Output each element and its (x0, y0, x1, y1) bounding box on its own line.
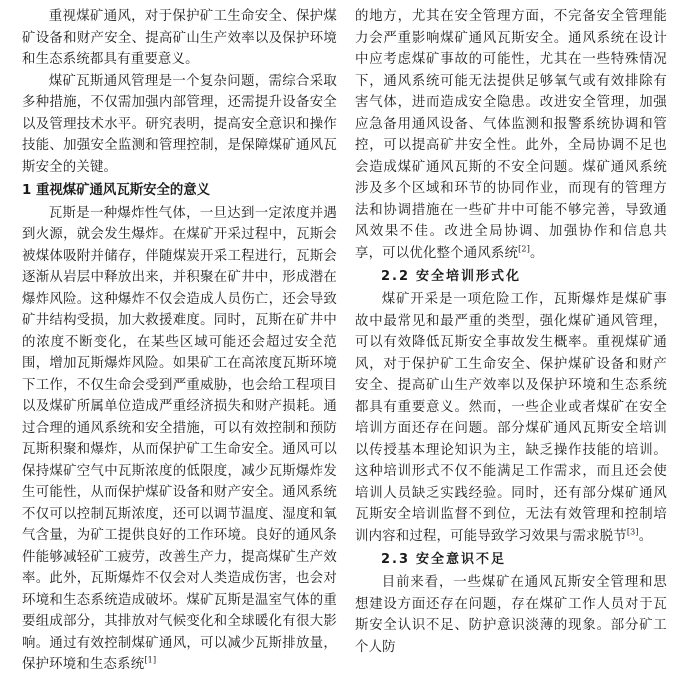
section-2-2-heading (355, 267, 667, 287)
section-2-3-heading (355, 550, 667, 570)
right-column (355, 6, 667, 658)
citation-3: [3] (626, 527, 639, 537)
left-column (22, 6, 337, 676)
section-1-heading: 1 重视煤矿通风瓦斯安全的意义 (22, 183, 211, 198)
section-2-2-paragraph (355, 289, 667, 547)
section-2-2-end: 。 (638, 528, 653, 544)
citation-2: [2] (518, 244, 531, 254)
section-1-paragraph (22, 203, 337, 676)
citation-1: [1] (144, 655, 157, 665)
section-2-3-number: 2.3 (381, 552, 411, 567)
section-1-text: 瓦斯是一种爆炸性气体，一旦达到一定浓度并遇到火源，就会发生爆炸。在煤矿开采过程中，瓦斯会被煤体吸附并储存，伴随煤炭开采工程进行，瓦斯会逐渐从岩层中释放出来，并积聚在矿井中，形成潜在爆炸风险。这种爆炸不仅会造成人员伤亡，还会导致矿井结构受损，加大救援难度。同时，瓦斯在矿井中的浓度不断变化，在某些区域可能还会超过安全范围，增加瓦斯爆炸风险。如果矿工在高浓度瓦斯环境下工作，不仅生命会受到严重威胁，也会给工程项目以及煤矿所属单位造成严重经济损失和财产损耗。通过合理的通风系统和安全措施，可以有效控制和预防瓦斯积聚和爆炸，从而保护矿工生命安全。通风可以保持煤矿空气中瓦斯浓度的低限度，减少瓦斯爆炸发生可能性，从而保护煤矿设备和财产安全。通风系统不仅可以控制瓦斯浓度，还可以调节温度、湿度和氧气含量，为矿工提供良好的工作环境。良好的通风条件能够减轻矿工疲劳，改善生产力，提高煤矿生产效率。此外，瓦斯爆炸不仅会对人类造成伤害，也会对环境和生态系统造成破坏。煤矿瓦斯是温室气体的重要组成部分，其排放对气候变化和全球暖化有很大影响。通过有效控制煤矿通风，可以减少瓦斯排放量，保护环境和生态系统 (22, 205, 337, 672)
continued-paragraph (355, 6, 667, 264)
section-2-2-text: 煤矿开采是一项危险工作，瓦斯爆炸是煤矿事故中最常见和最严重的类型，强化煤矿通风管理，可以有效降低瓦斯安全事故发生概率。重视煤矿通风，对于保护矿工生命安全、保护煤矿设备和财产安全、提高矿山生产效率以及保护环境和生态系统都具有重要意义。然而，一些企业或者煤矿在安全培训方面还存在问题。部分煤矿通风瓦斯安全培训以传授基本理论知识为主，缺乏操作技能的培训。这种培训形式不仅不能满足工作需求，而且还会使培训人员缺乏实践经验。同时，还有部分煤矿通风瓦斯安全培训监督不到位，无法有效管理和控制培训内容和过程，可能导致学习效果与需求脱节 (355, 292, 667, 544)
continued-text: 的地方，尤其在安全管理方面，不完备安全管理能力会严重影响煤矿通风瓦斯安全。通风系统在设计中应考虑煤矿事故的可能性，尤其在一些特殊情况下，通风系统可能无法提供足够氧气或有效排除有害气体，进而造成安全隐患。改进安全管理，加强应急备用通风设备、气体监测和报警系统协调和管控，可以提高矿井安全性。此外，全局协调不足也会造成煤矿通风瓦斯的不安全问题。煤矿通风系统涉及多个区域和环节的协同作业，而现有的管理方法和协调措施在一些矿井中可能不够完善，导致通风效果不佳。改进全局协调、加强协作和信息共享，可以优化整个通风系统 (355, 9, 667, 261)
section-2-2-number: 2.2 (381, 269, 411, 284)
continued-end: 。 (530, 245, 544, 261)
section-2-2-title: 安全培训形式化 (416, 269, 522, 284)
intro-paragraph-1: 重视煤矿通风，对于保护矿工生命安全、保护煤矿设备和财产安全、提高矿山生产效率以及保护环境和生态系统都具有重要意义。 (22, 9, 337, 67)
section-2-3-paragraph: 目前来看，一些煤矿在通风瓦斯安全管理和思想建设方面还存在问题，存在煤矿工作人员对于瓦斯安全认识不足、防护意识淡薄的现象。部分矿工个人防 (355, 575, 667, 655)
section-2-3-title: 安全意识不足 (416, 552, 507, 567)
intro-paragraph-2: 煤矿瓦斯通风管理是一个复杂问题，需综合采取多种措施，不仅需加强内部管理，还需提升设备安全以及管理技术水平。研究表明，提高安全意识和操作技能、加强安全监测和管理控制，是保障煤矿通风瓦斯安全的关键。 (22, 73, 337, 175)
